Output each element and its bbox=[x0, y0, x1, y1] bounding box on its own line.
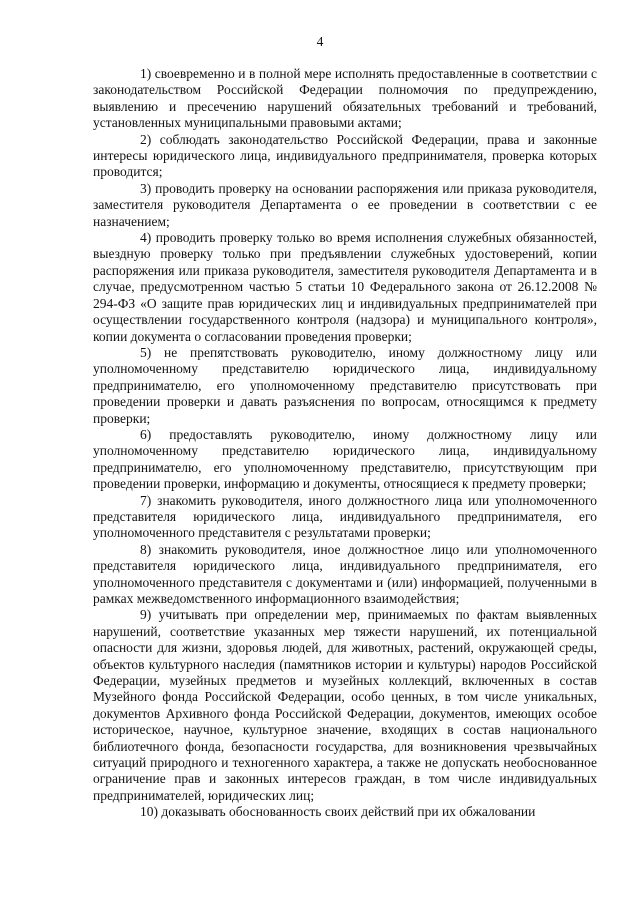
paragraph-1: 1) своевременно и в полной мере исполнять предоставленные в соответствии с законодательством Российской Федерации полномочия по предупреждению, выявлению и пресечению нарушений обязательных требований и требований, установленных муниципальными правовыми актами; bbox=[93, 66, 597, 131]
paragraph-2: 2) соблюдать законодательство Российской Федерации, права и законные интересы юридического лица, индивидуального предпринимателя, проверка которых проводится; bbox=[93, 131, 597, 180]
document-body bbox=[93, 66, 597, 821]
paragraph-3: 3) проводить проверку на основании распоряжения или приказа руководителя, заместителя руководителя Департамента о ее проведении в соответствии с ее назначением; bbox=[93, 180, 597, 229]
paragraph-10: 10) доказывать обоснованность своих действий при их обжаловании bbox=[140, 804, 536, 820]
paragraph-4: 4) проводить проверку только во время исполнения служебных обязанностей, выездную проверку только при предъявлении служебных удостоверений, копии распоряжения или приказа руководителя, заместителя руководителя Департамента и в случае, предусмотренном частью 5 статьи 10 Федерального закона от 26.12.2008 № 294-ФЗ «О защите прав юридических лиц и индивидуальных предпринимателей при осуществлении государственного контроля (надзора) и муниципального контроля», копии документа о согласовании проведения проверки; bbox=[93, 230, 597, 344]
paragraph-6: 6) предоставлять руководителю, иному должностному лицу или уполномоченному представителю юридического лица, индивидуальному предпринимателю, его уполномоченному представителю, присутствующим при проведении проверки, информацию и документы, относящиеся к предмету проверки; bbox=[93, 426, 597, 492]
page-number: 4 bbox=[316, 34, 324, 49]
paragraph-8: 8) знакомить руководителя, иное должностное лицо или уполномоченного представителя юридического лица, индивидуального предпринимателя, его уполномоченного представителя с документами и (или) информацией, полученными в рамках межведомственного информационного взаимодействия; bbox=[93, 541, 597, 606]
paragraph-7: 7) знакомить руководителя, иного должностного лица или уполномоченного представителя юридического лица, индивидуального предпринимателя, его уполномоченного представителя с результатами проверки; bbox=[93, 492, 597, 541]
paragraph-9: 9) учитывать при определении мер, принимаемых по фактам выявленных нарушений, соответствие указанных мер тяжести нарушений, их потенциальной опасности для жизни, здоровья людей, для животных, растений, окружающей среды, объектов культурного наследия (памятников истории и культуры) народов Российской Федерации, музейных предметов и музейных коллекций, включенных в состав Музейного фонда Российской Федерации, особо ценных, в том числе уникальных, документов Архивного фонда Российской Федерации, документов, имеющих особое историческое, научное, культурное значение, входящих в состав национального библиотечного фонда, безопасности государства, для возникновения чрезвычайных ситуаций природного и техногенного характера, а также не допускать необоснованное ограничение прав и законных интересов граждан, в том числе индивидуальных предпринимателей, юридических лиц; bbox=[93, 607, 597, 803]
paragraph-5: 5) не препятствовать руководителю, иному должностному лицу или уполномоченному представителю юридического лица, индивидуальному предпринимателю, его уполномоченному представителю присутствовать при проведении проверки и давать разъяснения по вопросам, относящимся к предмету проверки; bbox=[93, 344, 597, 426]
